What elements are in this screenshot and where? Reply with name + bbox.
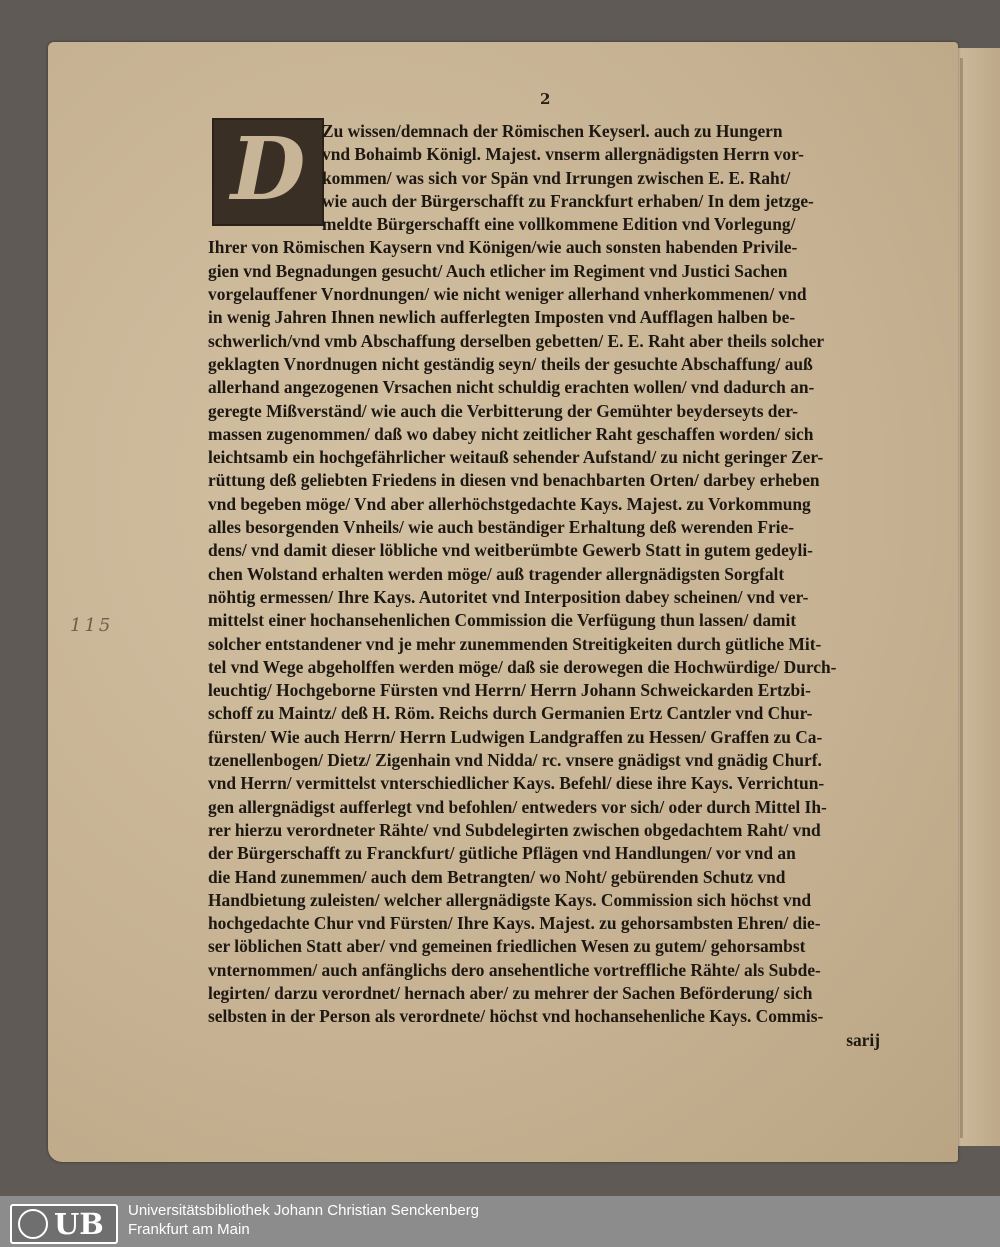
text-line: sarij — [846, 1029, 880, 1050]
decorated-initial: D — [212, 118, 324, 226]
institution-line-2: Frankfurt am Main — [128, 1221, 250, 1238]
text-line: Handbietung zuleisten/ welcher allergnädigste Kays. Commission sich höchst vnd — [208, 889, 812, 910]
text-line: leuchtig/ Hochgeborne Fürsten vnd Herrn/ Herrn Johann Schweickarden Ertzbi- — [208, 680, 811, 701]
text-line: alles besorgenden Vnheils/ wie auch beständiger Erhaltung deß werenden Frie- — [208, 517, 794, 538]
text-line: nöhtig ermessen/ Ihre Kays. Autoritet vnd Interposition dabey scheinen/ vnd ver- — [208, 586, 809, 607]
text-line: geklagten Vnordnugen nicht geständig seyn/ theils der gesuchte Abschaffung/ auß — [208, 353, 813, 374]
text-line: ser löblichen Statt aber/ vnd gemeinen friedlichen Wesen zu gutem/ gehorsambst — [208, 936, 806, 957]
text-line: massen zugenommen/ daß wo dabey nicht zeitlicher Raht geschaffen worden/ sich — [208, 423, 814, 444]
text-line: vnternommen/ auch anfänglichs dero ansehentliche vortreffliche Rähte/ als Subde- — [208, 959, 821, 980]
text-line: in wenig Jahren Ihnen newlich aufferlegten Imposten vnd Aufflagen halben be- — [208, 307, 796, 328]
text-line: legirten/ darzu verordnet/ hernach aber/ zu mehrer der Sachen Beförderung/ sich — [208, 982, 813, 1003]
logo-text: UB — [54, 1207, 104, 1241]
text-line: gen allergnädigst aufferlegt vnd befohlen/ entweders vor sich/ oder durch Mittel Ih- — [208, 796, 827, 817]
body-text — [208, 120, 880, 1052]
text-line: schoff zu Maintz/ deß H. Röm. Reichs durch Germanien Ertz Cantzler vnd Chur- — [208, 703, 813, 724]
text-line: tzenellenbogen/ Dietz/ Zigenhain vnd Nidda/ rc. vnsere gnädigst vnd gnädig Churf. — [208, 750, 822, 771]
text-line: hochgedachte Chur vnd Fürsten/ Ihre Kays. Majest. zu gehorsambsten Ehren/ die- — [208, 913, 821, 934]
text-line: selbsten in der Person als verordnete/ höchst vnd hochansehenliche Kays. Commis- — [208, 1006, 824, 1027]
seal-icon — [18, 1209, 48, 1239]
text-line: Zu wissen/demnach der Römischen Keyserl. auch zu Hungern — [322, 121, 783, 141]
library-logo — [10, 1204, 118, 1244]
text-line: fürsten/ Wie auch Herrn/ Herrn Ludwigen Landgraffen zu Hessen/ Graffen zu Ca- — [208, 726, 823, 747]
text-line: rüttung deß geliebten Friedens in diesen vnd benachbarten Orten/ darbey erheben — [208, 470, 820, 491]
text-line: allerhand angezogenen Vrsachen nicht schuldig erachten wollen/ vnd dadurch an- — [208, 377, 815, 398]
text-line: vorgelauffener Vnordnungen/ wie nicht weniger allerhand vnherkommenen/ vnd — [208, 284, 807, 305]
text-line: dens/ vnd damit dieser löbliche vnd weitberümbte Gewerb Statt in gutem gedeyli- — [208, 540, 813, 561]
text-line: wie auch der Bürgerschafft zu Franckfurt erhaben/ In dem jetzge- — [322, 190, 814, 211]
text-line: tel vnd Wege abgeholffen werden möge/ daß sie derowegen die Hochwürdige/ Durch- — [208, 656, 837, 677]
text-line: schwerlich/vnd vmb Abschaffung derselben gebetten/ E. E. Raht aber theils solcher — [208, 330, 825, 351]
page-number: 2 — [540, 90, 551, 108]
text-line: Ihrer von Römischen Kaysern vnd Königen/wie auch sonsten habenden Privile- — [208, 237, 798, 258]
text-line: die Hand zunemmen/ auch dem Betrangten/ wo Noht/ gebürenden Schutz vnd — [208, 866, 786, 887]
text-line: rer hierzu verordneter Rähte/ vnd Subdelegirten zwischen obgedachtem Raht/ vnd — [208, 819, 821, 840]
library-footer — [0, 1196, 1000, 1247]
text-line: geregte Mißverständ/ wie auch die Verbitterung der Gemühter beyderseyts der- — [208, 400, 799, 421]
text-line: der Bürgerschafft zu Franckfurt/ gütliche Pflägen vnd Handlungen/ vor vnd an — [208, 843, 796, 864]
institution-name — [128, 1201, 479, 1239]
text-line: gien vnd Begnadungen gesucht/ Auch etlicher im Regiment vnd Justici Sachen — [208, 260, 788, 281]
text-line: kommen/ was sich vor Spän vnd Irrungen zwischen E. E. Raht/ — [322, 167, 791, 188]
institution-line-1: Universitätsbibliothek Johann Christian Senckenberg — [128, 1202, 480, 1219]
text-line: vnd begeben möge/ Vnd aber allerhöchstgedachte Kays. Majest. zu Vorkommung — [208, 493, 811, 514]
margin-note: 115 — [70, 615, 114, 636]
text-line: meldte Bürgerschafft eine vollkommene Edition vnd Vorlegung/ — [322, 214, 796, 235]
text-line: vnd Herrn/ vermittelst vnterschiedlicher Kays. Befehl/ diese ihre Kays. Verrichtun- — [208, 773, 825, 794]
text-line: leichtsamb ein hochgefährlicher weitauß sehender Aufstand/ zu nicht geringer Zer- — [208, 447, 824, 468]
leaf-edge — [960, 58, 963, 1138]
text-line: solcher entstandener vnd je mehr zunemmenden Streitigkeiten durch gütliche Mit- — [208, 633, 822, 654]
text-line: chen Wolstand erhalten werden möge/ auß tragender allergnädigsten Sorgfalt — [208, 563, 785, 584]
text-line: mittelst einer hochansehenlichen Commission die Verfügung thun lassen/ damit — [208, 610, 797, 631]
text-line: vnd Bohaimb Königl. Majest. vnserm allergnädigsten Herrn vor- — [322, 144, 804, 165]
